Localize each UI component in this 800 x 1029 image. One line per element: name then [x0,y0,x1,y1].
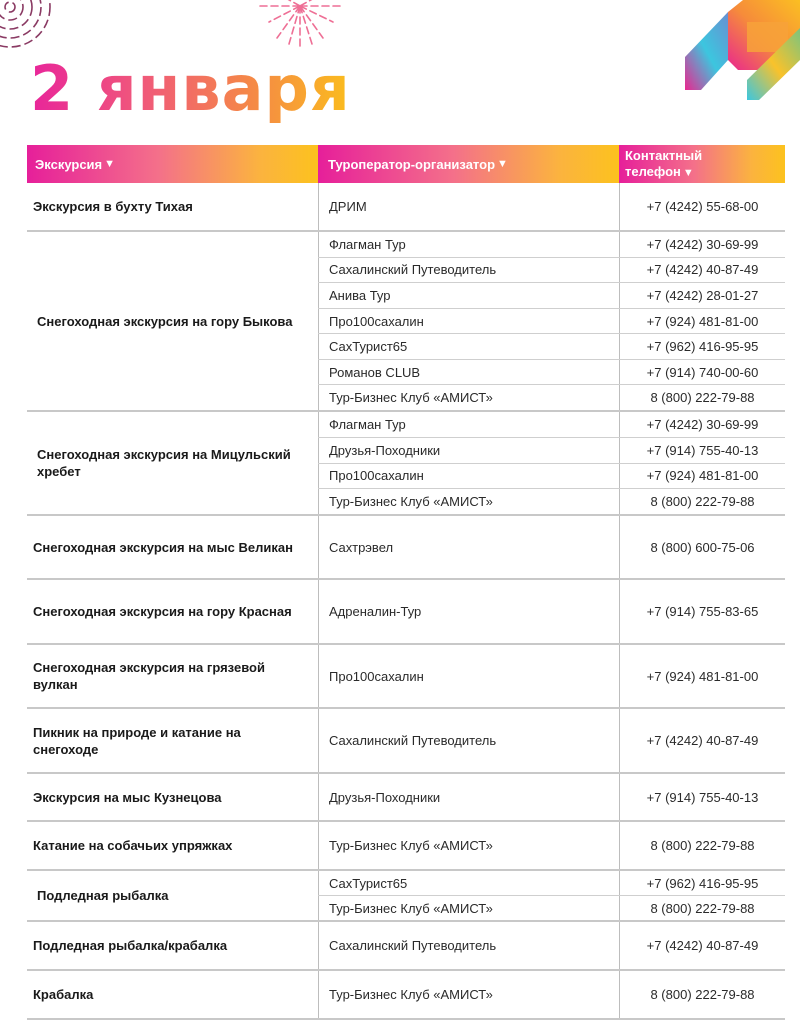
phone-number[interactable]: 8 (800) 600-75-06 [619,516,785,578]
phone-number[interactable]: 8 (800) 222-79-88 [619,896,785,920]
operators-list [318,871,785,920]
excursion-name: Снегоходная экскурсия на гору Быкова [37,313,293,329]
operators-list [318,183,785,230]
operator-name: Тур-Бизнес Клуб «АМИСТ» [318,385,619,410]
table-row-group [27,232,785,412]
table-row [318,360,785,386]
operator-name: СахТурист65 [318,334,619,359]
operators-list [318,971,785,1018]
table-row-group [27,922,785,971]
table-row-group [27,645,785,709]
table-row-group [27,774,785,822]
operators-list [318,822,785,869]
operator-name: Друзья-Походники [318,438,619,463]
table-row-group [27,822,785,871]
table-row [318,922,785,969]
phone-number[interactable]: 8 (800) 222-79-88 [619,489,785,514]
triangle-down-icon[interactable]: ▼ [497,158,508,170]
table-row [318,971,785,1018]
phone-number[interactable]: +7 (914) 755-40-13 [619,438,785,463]
table-row-group [27,709,785,774]
column-header-label-line2: телефон [625,163,681,179]
operator-name: Сахалинский Путеводитель [318,258,619,283]
excursion-name: Крабалка [33,987,94,1002]
table-row [318,489,785,514]
table-row [318,385,785,410]
triangle-down-icon[interactable]: ▼ [682,166,694,179]
operators-list [318,709,785,772]
operator-name: Сахтрэвел [318,516,619,578]
operator-name: Сахалинский Путеводитель [318,709,619,772]
triangle-down-icon[interactable]: ▼ [104,158,116,170]
page-title: 2 января [30,52,351,125]
column-header-label-line1: Контактный [625,147,703,163]
operators-list [318,516,785,578]
operator-name: Тур-Бизнес Клуб «АМИСТ» [318,489,619,514]
table-row-group [27,183,785,232]
column-header-excursion[interactable] [27,145,318,183]
excursion-name: Снегоходная экскурсия на гору Красная [33,604,292,619]
excursion-name: Экскурсия на мыс Кузнецова [33,789,222,805]
operator-name: Тур-Бизнес Клуб «АМИСТ» [318,822,619,869]
concentric-circles-decoration-icon [0,0,70,50]
column-header-label: Туроператор-организатор [328,156,496,172]
phone-number[interactable]: 8 (800) 222-79-88 [619,385,785,410]
operator-name: Романов CLUB [318,360,619,385]
operators-list [318,580,785,643]
table-row [318,258,785,284]
column-header-phone[interactable] [619,145,785,183]
table-row [318,896,785,920]
excursion-name: Экскурсия в бухту Тихая [33,199,193,214]
table-row [318,334,785,360]
phone-number[interactable]: +7 (914) 740-00-60 [619,360,785,385]
excursion-name: Снегоходная экскурсия на грязевой вулкан [33,660,265,692]
table-row [318,438,785,464]
operator-name: СахТурист65 [318,871,619,895]
excursion-name: Подледная рыбалка [37,888,169,903]
column-header-label: Экскурсия [35,156,103,172]
operator-name: Анива Тур [318,283,619,308]
phone-number[interactable]: +7 (4242) 28-01-27 [619,283,785,308]
firework-burst-decoration-icon [255,0,345,50]
operator-name: Тур-Бизнес Клуб «АМИСТ» [318,971,619,1018]
table-row [318,871,785,896]
table-row [318,822,785,869]
table-row [318,283,785,309]
operator-name: Тур-Бизнес Клуб «АМИСТ» [318,896,619,920]
table-body [27,183,785,1020]
phone-number[interactable]: +7 (4242) 30-69-99 [619,412,785,437]
table-row-group [27,412,785,516]
table-row-group [27,516,785,580]
table-row [318,516,785,578]
operator-name: Сахалинский Путеводитель [318,922,619,969]
operators-list [318,645,785,707]
operators-list [318,922,785,969]
table-row-group [27,580,785,645]
operators-list [318,774,785,820]
operator-name: ДРИМ [318,183,619,230]
excursions-table [27,145,785,1020]
table-row [318,412,785,438]
table-row [318,580,785,643]
excursion-name: Снегоходная экскурсия на мыс Великан [33,539,293,555]
operator-name: Флагман Тур [318,412,619,437]
operator-name: Про100сахалин [318,645,619,707]
table-header [27,145,785,183]
phone-number[interactable]: +7 (4242) 55-68-00 [619,183,785,230]
phone-number[interactable]: +7 (4242) 30-69-99 [619,232,785,257]
phone-number[interactable]: 8 (800) 222-79-88 [619,822,785,869]
table-row [318,183,785,230]
table-row-group [27,871,785,922]
phone-number[interactable]: +7 (4242) 40-87-49 [619,922,785,969]
phone-number[interactable]: +7 (924) 481-81-00 [619,309,785,334]
phone-number[interactable]: +7 (924) 481-81-00 [619,645,785,707]
phone-number[interactable]: +7 (962) 416-95-95 [619,871,785,895]
excursion-name: Подледная рыбалка/крабалка [33,938,228,953]
operator-name: Адреналин-Тур [318,580,619,643]
phone-number[interactable]: +7 (4242) 40-87-49 [619,258,785,283]
operators-list [318,232,785,410]
table-row [318,774,785,820]
operators-list [318,412,785,514]
operator-name: Про100сахалин [318,464,619,489]
phone-number[interactable]: 8 (800) 222-79-88 [619,971,785,1018]
brand-logo-icon [683,0,800,100]
excursion-name: Снегоходная экскурсия на Мицульский хребет [37,447,291,479]
column-header-operator[interactable] [318,145,619,183]
table-row [318,309,785,335]
phone-number[interactable]: +7 (4242) 40-87-49 [619,709,785,772]
phone-number[interactable]: +7 (914) 755-83-65 [619,580,785,643]
table-row [318,464,785,490]
table-row [318,645,785,707]
operator-name: Флагман Тур [318,232,619,257]
table-row [318,232,785,258]
operator-name: Про100сахалин [318,309,619,334]
phone-number[interactable]: +7 (924) 481-81-00 [619,464,785,489]
excursion-name: Катание на собачьих упряжках [33,838,233,853]
phone-number[interactable]: +7 (914) 755-40-13 [619,774,785,820]
table-row [318,709,785,772]
excursion-name: Пикник на природе и катание на снегоходе [33,724,241,757]
table-row-group [27,971,785,1020]
phone-number[interactable]: +7 (962) 416-95-95 [619,334,785,359]
operator-name: Друзья-Походники [318,774,619,820]
